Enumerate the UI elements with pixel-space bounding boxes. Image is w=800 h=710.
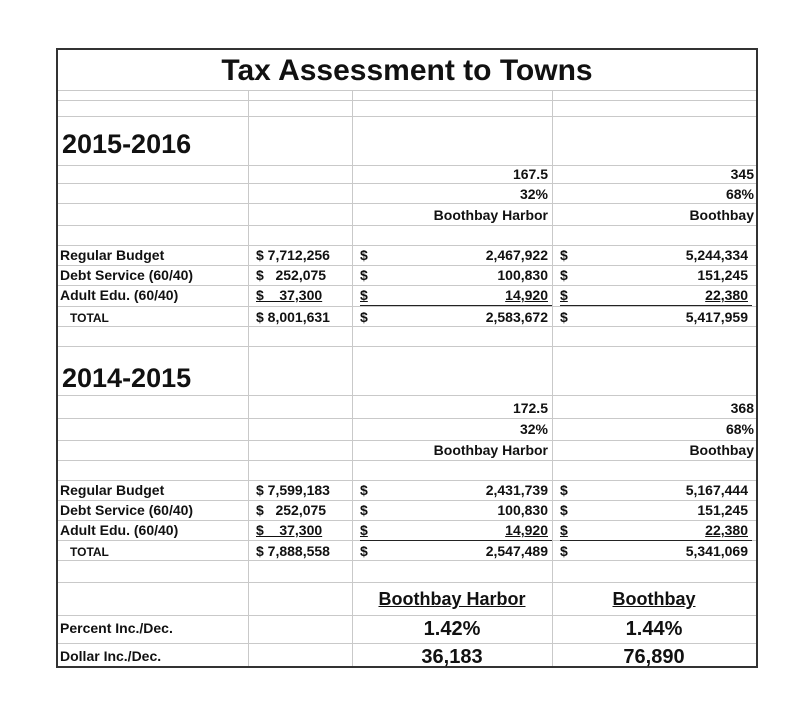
boothbay-name: Boothbay <box>689 442 754 458</box>
grid-line <box>58 440 756 441</box>
dollar-sign: $ <box>560 543 568 559</box>
grid-line <box>58 165 756 166</box>
dollar-label: Dollar Inc./Dec. <box>60 648 162 664</box>
total-harbor-value: 2,583,672 <box>485 309 548 325</box>
grid-line <box>58 203 756 204</box>
sum-rule <box>560 305 752 306</box>
boothbay-name: Boothbay <box>689 207 754 223</box>
harbor-count: 172.5 <box>512 400 548 416</box>
grid-line <box>58 643 756 644</box>
grid-line <box>352 90 353 666</box>
row-harbor-value: 100,830 <box>497 502 548 518</box>
sum-rule <box>360 305 552 306</box>
grid-line <box>58 460 756 461</box>
grid-line <box>58 225 756 226</box>
percent-harbor: 1.42% <box>423 618 481 640</box>
dollar-sign: $ <box>560 482 568 498</box>
harbor-name: Boothbay Harbor <box>433 207 548 223</box>
dollar-sign: $ <box>360 502 368 518</box>
grid-line <box>58 326 756 327</box>
row-label: Debt Service (60/40) <box>60 267 194 283</box>
dollar-sign: $ <box>360 309 368 325</box>
total-total: $ 8,001,631 <box>256 309 330 325</box>
dollar-sign: $ <box>560 309 568 325</box>
summary-boothbay-name: Boothbay <box>612 589 696 609</box>
summary-harbor-name: Boothbay Harbor <box>378 589 526 609</box>
sum-rule <box>360 540 552 541</box>
grid-line <box>58 418 756 419</box>
dollar-sign: $ <box>360 543 368 559</box>
total-harbor-value: 2,547,489 <box>485 543 548 559</box>
row-total: $ 252,075 <box>256 267 327 283</box>
total-total: $ 7,888,558 <box>256 543 330 559</box>
total-label: TOTAL <box>70 311 109 325</box>
grid-line <box>58 285 756 286</box>
spreadsheet <box>56 48 758 668</box>
dollar-sign: $ <box>560 247 568 263</box>
boothbay-count: 368 <box>730 400 754 416</box>
row-harbor-value: 100,830 <box>497 267 548 283</box>
dollar-sign: $ <box>560 287 568 303</box>
grid-line <box>58 582 756 583</box>
row-label: Regular Budget <box>60 482 165 498</box>
grid-line <box>58 116 756 117</box>
dollar-sign: $ <box>560 502 568 518</box>
section-year: 2015-2016 <box>62 129 192 159</box>
harbor-percent: 32% <box>519 421 548 437</box>
row-harbor-value: 14,920 <box>505 287 548 303</box>
row-total: $ 7,712,256 <box>256 247 330 263</box>
harbor-count: 167.5 <box>512 166 548 182</box>
row-total: $ 37,300 <box>256 522 323 538</box>
percent-boothbay: 1.44% <box>625 618 683 640</box>
grid-line <box>248 90 249 666</box>
row-total: $ 37,300 <box>256 287 323 303</box>
grid-line <box>58 480 756 481</box>
dollar-sign: $ <box>560 267 568 283</box>
row-label: Regular Budget <box>60 247 165 263</box>
row-total: $ 252,075 <box>256 502 327 518</box>
harbor-percent: 32% <box>519 186 548 202</box>
dollar-boothbay: 76,890 <box>623 646 685 668</box>
grid-line <box>58 245 756 246</box>
row-total: $ 7,599,183 <box>256 482 330 498</box>
boothbay-count: 345 <box>730 166 754 182</box>
dollar-sign: $ <box>560 522 568 538</box>
grid-line <box>58 615 756 616</box>
grid-line <box>58 306 756 307</box>
row-harbor-value: 14,920 <box>505 522 548 538</box>
dollar-sign: $ <box>360 247 368 263</box>
grid-line <box>58 560 756 561</box>
percent-label: Percent Inc./Dec. <box>60 620 173 636</box>
section-year: 2014-2015 <box>62 363 192 393</box>
row-harbor-value: 2,467,922 <box>485 247 548 263</box>
sum-rule <box>560 540 752 541</box>
grid-line <box>58 183 756 184</box>
row-boothbay-value: 151,245 <box>697 502 748 518</box>
grid-line <box>58 265 756 266</box>
grid-line <box>58 90 756 91</box>
grid-line <box>58 500 756 501</box>
row-boothbay-value: 22,380 <box>705 287 748 303</box>
harbor-name: Boothbay Harbor <box>433 442 548 458</box>
row-boothbay-value: 5,167,444 <box>685 482 748 498</box>
page-title: Tax Assessment to Towns <box>221 54 593 87</box>
row-label: Debt Service (60/40) <box>60 502 194 518</box>
dollar-harbor: 36,183 <box>421 646 483 668</box>
total-boothbay-value: 5,341,069 <box>685 543 748 559</box>
boothbay-percent: 68% <box>725 421 754 437</box>
row-boothbay-value: 22,380 <box>705 522 748 538</box>
grid-line <box>58 100 756 101</box>
dollar-sign: $ <box>360 482 368 498</box>
grid-line <box>58 520 756 521</box>
total-boothbay-value: 5,417,959 <box>685 309 748 325</box>
grid-line <box>552 90 553 666</box>
row-boothbay-value: 151,245 <box>697 267 748 283</box>
row-label: Adult Edu. (60/40) <box>60 287 179 303</box>
dollar-sign: $ <box>360 267 368 283</box>
row-label: Adult Edu. (60/40) <box>60 522 179 538</box>
dollar-sign: $ <box>360 287 368 303</box>
grid-line <box>58 395 756 396</box>
boothbay-percent: 68% <box>725 186 754 202</box>
dollar-sign: $ <box>360 522 368 538</box>
total-label: TOTAL <box>70 545 109 559</box>
row-harbor-value: 2,431,739 <box>485 482 548 498</box>
grid-line <box>58 346 756 347</box>
row-boothbay-value: 5,244,334 <box>685 247 748 263</box>
